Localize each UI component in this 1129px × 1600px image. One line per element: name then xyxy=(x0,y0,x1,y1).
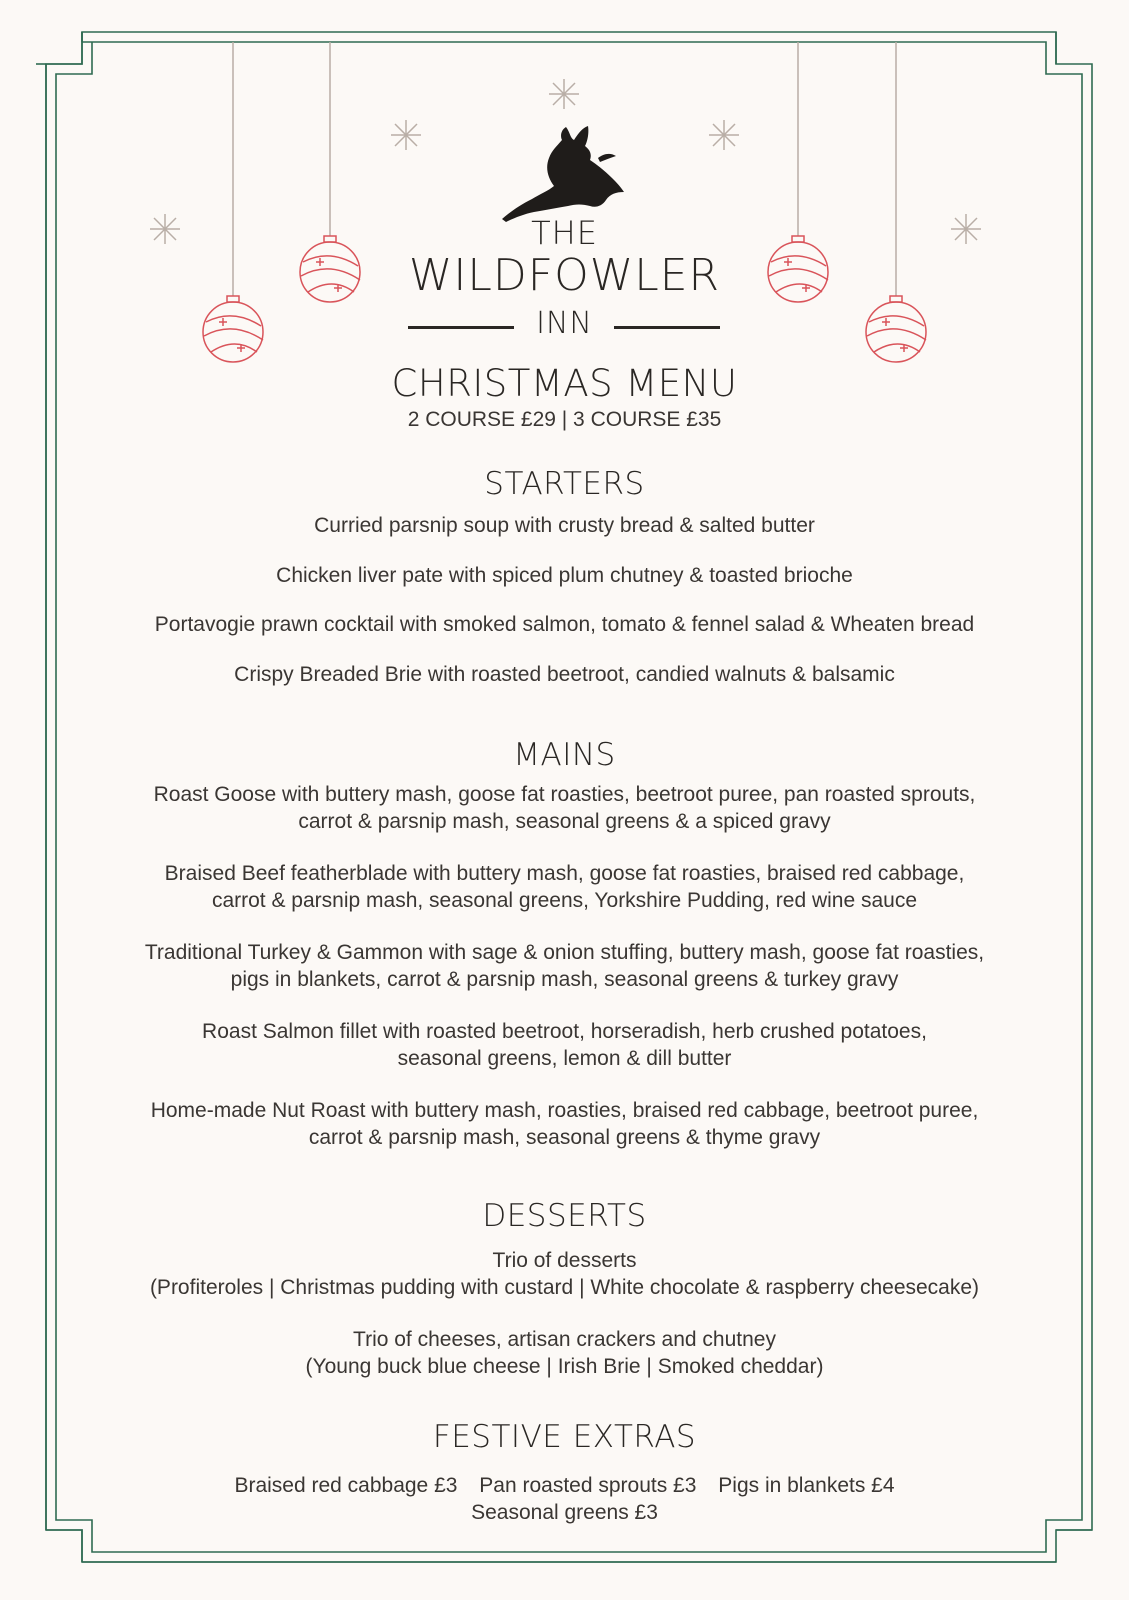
main-item-line: Traditional Turkey & Gammon with sage & onion stuffing, buttery mash, goose fat roasties, xyxy=(144,941,985,964)
logo-the: THE xyxy=(531,214,598,252)
dessert-item-line: Trio of cheeses, artisan crackers and chutney xyxy=(353,1328,776,1351)
dessert-item-line: (Young buck blue cheese | Irish Brie | Smoked cheddar) xyxy=(305,1355,824,1378)
main-item xyxy=(0,781,1129,835)
main-item-line: seasonal greens, lemon & dill butter xyxy=(397,1047,732,1070)
extras-list xyxy=(0,1472,1129,1526)
menu-pricing: 2 COURSE £29 | 3 COURSE £35 xyxy=(407,408,722,431)
main-item xyxy=(0,1097,1129,1151)
logo-rule-right xyxy=(614,326,720,329)
starter-item: Chicken liver pate with spiced plum chutney & toasted brioche xyxy=(276,564,853,587)
dessert-item xyxy=(0,1326,1129,1380)
extra-item: Pigs in blankets £4 xyxy=(718,1474,895,1497)
extra-item: Seasonal greens £3 xyxy=(471,1501,658,1524)
main-item xyxy=(0,939,1129,993)
main-item-line: Braised Beef featherblade with buttery mash, goose fat roasties, braised red cabbage, xyxy=(164,862,965,885)
dessert-item-line: Trio of desserts xyxy=(492,1249,637,1272)
extra-item: Braised red cabbage £3 xyxy=(234,1474,458,1497)
main-item-line: Home-made Nut Roast with buttery mash, roasties, braised red cabbage, beetroot puree, xyxy=(150,1099,979,1122)
starter-item: Crispy Breaded Brie with roasted beetroot, candied walnuts & balsamic xyxy=(234,663,895,686)
main-item-line: Roast Goose with buttery mash, goose fat roasties, beetroot puree, pan roasted sprouts, xyxy=(153,783,976,806)
main-item xyxy=(0,1018,1129,1072)
main-item-line: Roast Salmon fillet with roasted beetroot, horseradish, herb crushed potatoes, xyxy=(202,1020,927,1043)
main-item-line: carrot & parsnip mash, seasonal greens & thyme gravy xyxy=(308,1126,821,1149)
main-item-line: pigs in blankets, carrot & parsnip mash, seasonal greens & turkey gravy xyxy=(230,968,899,991)
starter-item: Portavogie prawn cocktail with smoked salmon, tomato & fennel salad & Wheaten bread xyxy=(154,613,975,636)
extra-item: Pan roasted sprouts £3 xyxy=(479,1474,697,1497)
logo-inn: INN xyxy=(536,306,593,341)
menu-title: CHRISTMAS MENU xyxy=(391,362,738,405)
extras-heading: FESTIVE EXTRAS xyxy=(432,1419,697,1455)
main-item xyxy=(0,860,1129,914)
mains-heading: MAINS xyxy=(513,737,616,773)
starters-heading: STARTERS xyxy=(484,466,645,502)
main-item-line: carrot & parsnip mash, seasonal greens, Yorkshire Pudding, red wine sauce xyxy=(211,889,918,912)
pheasant-icon xyxy=(502,126,624,222)
logo-name: WILDFOWLER xyxy=(408,250,721,301)
desserts-heading: DESSERTS xyxy=(482,1198,647,1234)
dessert-item-line: (Profiteroles | Christmas pudding with custard | White chocolate & raspberry cheesecake) xyxy=(149,1276,980,1299)
dessert-item xyxy=(0,1247,1129,1301)
main-item-line: carrot & parsnip mash, seasonal greens & a spiced gravy xyxy=(298,810,831,833)
starter-item: Curried parsnip soup with crusty bread & salted butter xyxy=(314,514,815,537)
